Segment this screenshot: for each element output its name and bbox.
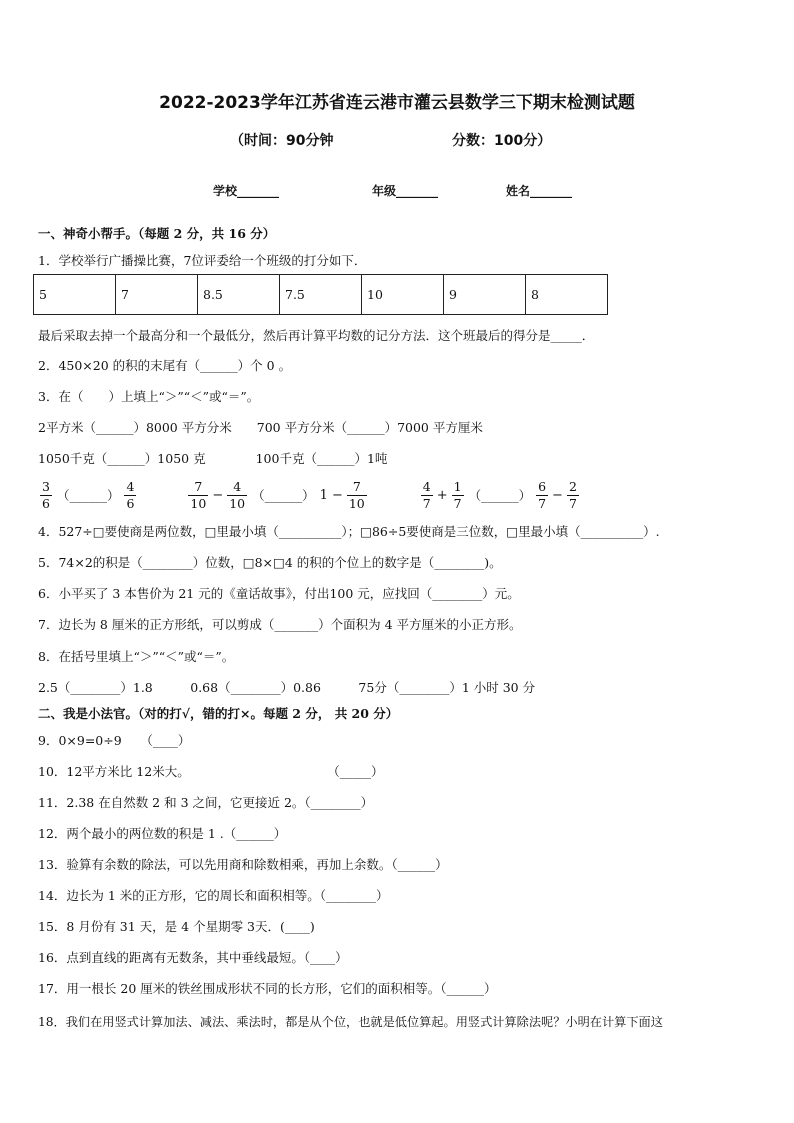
score-cell: 5 [34,275,116,315]
fraction: $\frac{6}{7}$ [538,478,547,511]
name-field: 姓名_______ [506,184,573,198]
exam-time: （时间：90分钟 [230,133,334,149]
page-title: 2022-2023学年江苏省连云港市灌云县数学三下期末检测试题 [159,93,635,113]
question-11: 11．2.38 在自然数 2 和 3 之间，它更接近 2。（________） [38,795,374,810]
question-2: 2．450×20 的积的末尾有（______）个 0 。 [38,358,292,373]
plus-sign: + [436,487,448,503]
question-15: 15．8 月份有 31 天，是 4 个星期零 3天．(____) [38,919,315,934]
minus-sign: − [552,487,563,503]
question-10: 10．12平方米比 12米大。 （_____） [38,764,384,779]
answer-blank: （______） [56,488,120,503]
minus-sign: − [212,487,224,503]
question-8: 8．在括号里填上“＞”“＜”或“＝”。 [38,649,235,664]
minus-sign: − [331,487,343,503]
score-cell: 8 [526,275,608,315]
question-18: 18．我们在用竖式计算加法、减法、乘法时，都是从个位，也就是低位算起。用竖式计算除法呢？小明在计算下面这 [38,1015,663,1029]
question-12: 12．两个最小的两位数的积是 1 .（______） [38,826,287,841]
question-5: 5．74×2的积是（________）位数，□8×□4 的积的个位上的数字是（________)。 [38,555,502,570]
score-cell: 7.5 [280,275,362,315]
question-8-row: 2.5（________）1.8 0.68（________）0.86 75分（________）1 小时 30 分 [38,680,536,695]
score-table [33,274,608,315]
question-1-continued: 最后采取去掉一个最高分和一个最低分，然后再计算平均数的记分方法．这个班最后的得分是_____． [38,328,595,343]
answer-blank: （______） [468,488,532,503]
score-cell: 10 [362,275,444,315]
grade-field: 年级_______ [372,184,439,198]
fraction: $\frac{4}{7}$ [422,478,431,511]
answer-blank: （______） [252,488,315,503]
school-field: 学校_______ [213,184,280,198]
question-7: 7．边长为 8 厘米的正方形纸，可以剪成（_______）个面积为 4 平方厘米的小正方形。 [38,617,522,632]
fraction: $\frac{1}{7}$ [453,478,462,511]
question-3-row-b: 1050千克（______）1050 克 100千克（______）1吨 [38,451,388,466]
score-cell: 9 [444,275,526,315]
question-3-row-a: 2平方米（______）8000 平方分米 700 平方分米（______）7000 平方厘米 [38,420,483,435]
question-3: 3．在（ ）上填上“＞”“＜”或“＝”。 [38,389,260,404]
exam-score: 分数：100分） [452,133,552,149]
score-cell: 7 [116,275,198,315]
question-14: 14．边长为 1 米的正方形，它的周长和面积相等。（________） [38,888,389,903]
question-16: 16．点到直线的距离有无数条，其中垂线最短。（____） [38,950,348,965]
question-17: 17．用一根长 20 厘米的铁丝围成形状不同的长方形，它们的面积相等。（______） [38,981,497,996]
fraction: $\frac{3}{6}$ [42,478,50,511]
question-13: 13．验算有余数的除法，可以先用商和除数相乘，再加上余数。（______） [38,857,448,872]
section-2-heading: 二、我是小法官。（对的打√，错的打×。每题 2 分， 共 20 分） [38,706,399,721]
fraction: $\frac{2}{7}$ [568,478,577,511]
fraction: $\frac{7}{10}$ [190,478,207,511]
section-1-heading: 一、神奇小帮手。（每题 2 分，共 16 分） [38,226,276,241]
whole-number: 1 [319,487,328,503]
question-9: 9．0×9=0÷9 （____） [38,733,191,748]
fraction: $\frac{7}{10}$ [348,478,365,511]
table-row [34,275,608,315]
score-cell: 8.5 [198,275,280,315]
question-1: 1．学校举行广播操比赛，7位评委给一个班级的打分如下． [38,253,367,268]
question-3-fraction-row [38,475,581,515]
fraction: $\frac{4}{10}$ [229,478,246,511]
question-4: 4．527÷□要使商是两位数，□里最小填（__________）；□86÷5要使商是三位数，□里最小填（__________）. [38,524,660,539]
question-6: 6．小平买了 3 本售价为 21 元的《童话故事》，付出100 元，应找回（________）元。 [38,586,520,601]
fraction: $\frac{4}{6}$ [126,478,135,511]
